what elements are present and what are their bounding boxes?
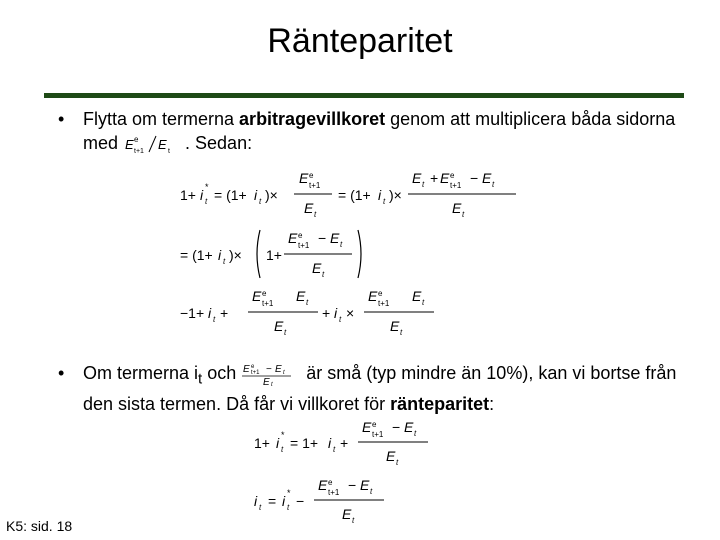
expected-depreciation-formula <box>241 362 301 386</box>
svg-text:E: E <box>158 137 167 153</box>
svg-text:+: + <box>340 435 349 451</box>
svg-text:t: t <box>205 197 208 206</box>
svg-text:t: t <box>422 298 425 307</box>
svg-text:i: i <box>208 305 212 321</box>
svg-text:t: t <box>492 180 495 189</box>
svg-text:E: E <box>125 137 134 153</box>
svg-text:e: e <box>309 171 314 180</box>
svg-text:t: t <box>462 210 465 219</box>
svg-text:)×: )× <box>389 187 402 203</box>
svg-text:= (1+: = (1+ <box>180 247 213 263</box>
svg-text:E: E <box>362 419 372 435</box>
svg-text:= (1+: = (1+ <box>338 187 371 203</box>
svg-text:−1+: −1+ <box>180 305 205 321</box>
svg-text:e: e <box>134 135 139 145</box>
svg-text:E: E <box>360 477 370 493</box>
svg-text:)×: )× <box>229 247 242 263</box>
svg-text:E: E <box>243 364 250 376</box>
bullet1-text-part1: Flytta om termerna <box>83 109 240 129</box>
svg-text:E: E <box>342 506 352 522</box>
svg-text:t: t <box>333 445 336 454</box>
svg-text:t+1: t+1 <box>251 370 260 377</box>
svg-text:t+1: t+1 <box>372 430 384 439</box>
bullet-marker-1: • <box>58 109 65 129</box>
svg-text:i: i <box>328 435 332 451</box>
svg-text:t+1: t+1 <box>134 148 144 156</box>
svg-text:E: E <box>386 448 396 464</box>
derivation-equations <box>172 168 532 348</box>
svg-text:e: e <box>378 289 383 298</box>
svg-text:E: E <box>404 419 414 435</box>
svg-text:t: t <box>322 270 325 279</box>
svg-text:t: t <box>396 458 399 467</box>
title-divider <box>44 93 684 98</box>
interest-parity-equations <box>248 418 448 533</box>
bullet2-text-part4: : <box>489 393 495 414</box>
svg-text:e: e <box>450 171 455 180</box>
svg-text:+: + <box>322 305 331 321</box>
svg-text:E: E <box>296 288 306 304</box>
svg-text:t: t <box>383 197 386 206</box>
svg-text:E: E <box>274 318 284 334</box>
svg-text:i: i <box>282 493 286 509</box>
bullet2-text-part3: är små (typ mindre än 10%), kan vi bortse från den sista termen. Då får vi villkoret för <box>83 363 677 414</box>
svg-text:e: e <box>262 289 267 298</box>
svg-text:E: E <box>482 170 492 186</box>
svg-text:t: t <box>213 315 216 324</box>
svg-text:E: E <box>318 477 328 493</box>
svg-text:E: E <box>299 170 309 186</box>
svg-text:i: i <box>200 187 204 203</box>
svg-text:e: e <box>328 478 333 487</box>
svg-text:E: E <box>440 170 450 186</box>
svg-text:t: t <box>340 240 343 249</box>
bullet2-text-part1: Om termerna i <box>83 363 199 383</box>
svg-text:t: t <box>271 382 273 387</box>
svg-text:−: − <box>296 493 305 509</box>
svg-text:E: E <box>412 288 422 304</box>
svg-text:1+: 1+ <box>180 187 196 203</box>
svg-text:1+: 1+ <box>254 435 270 451</box>
svg-text:E: E <box>304 200 314 216</box>
svg-text:t: t <box>339 315 342 324</box>
svg-text:E: E <box>390 318 400 334</box>
svg-text:t: t <box>259 197 262 206</box>
bullet2-text-part2: och <box>202 363 242 383</box>
svg-text:t: t <box>281 445 284 454</box>
svg-text:=: = <box>268 493 277 509</box>
svg-text:= 1+: = 1+ <box>290 435 319 451</box>
svg-text:E: E <box>252 288 262 304</box>
svg-text:t: t <box>223 257 226 266</box>
bullet-text-2 <box>83 361 703 416</box>
ratio-expected-spot-formula <box>123 132 185 156</box>
svg-text:t: t <box>284 328 287 337</box>
svg-text:e: e <box>298 231 303 240</box>
svg-text:−: − <box>348 477 357 493</box>
svg-text:t: t <box>400 328 403 337</box>
svg-text:t: t <box>422 180 425 189</box>
svg-text:t+1: t+1 <box>328 488 340 497</box>
svg-text:i: i <box>254 187 258 203</box>
svg-text:t: t <box>414 429 417 438</box>
bullet-text-1 <box>83 107 703 156</box>
slide-footer: K5: sid. 18 <box>6 518 73 534</box>
svg-text:1+: 1+ <box>266 247 282 263</box>
svg-text:E: E <box>412 170 422 186</box>
svg-text:+: + <box>220 305 229 321</box>
svg-text:t+1: t+1 <box>298 241 310 250</box>
svg-text:E: E <box>330 230 340 246</box>
svg-text:t: t <box>168 148 170 156</box>
svg-text:i: i <box>378 187 382 203</box>
svg-text:×: × <box>346 305 355 321</box>
svg-text:t: t <box>287 503 290 512</box>
svg-text:*: * <box>205 182 209 192</box>
svg-text:e: e <box>251 364 255 371</box>
svg-text:t+1: t+1 <box>309 181 321 190</box>
svg-text:t: t <box>352 516 355 525</box>
bullet2-bold-term: ränteparitet <box>390 393 490 414</box>
svg-text:−: − <box>318 230 327 246</box>
bullet1-text-part3: . Sedan: <box>185 133 253 153</box>
svg-text:E: E <box>368 288 378 304</box>
slide-title: Ränteparitet <box>267 22 453 60</box>
svg-text:−: − <box>392 419 401 435</box>
svg-text:E: E <box>275 364 282 376</box>
bullet2-subscript: t <box>198 370 203 388</box>
svg-text:i: i <box>218 247 222 263</box>
svg-text:t: t <box>314 210 317 219</box>
svg-text:)×: )× <box>265 187 278 203</box>
svg-text:E: E <box>263 377 270 387</box>
svg-text:+: + <box>430 170 439 186</box>
svg-text:t: t <box>306 298 309 307</box>
svg-text:t+1: t+1 <box>450 181 462 190</box>
svg-text:i: i <box>276 435 280 451</box>
svg-text:E: E <box>452 200 462 216</box>
svg-text:E: E <box>288 230 298 246</box>
bullet-marker-2: • <box>58 363 65 383</box>
svg-text:i: i <box>254 493 258 509</box>
svg-text:t: t <box>283 370 285 377</box>
bullet1-text-part2: genom att multiplicera båda sidorna med <box>83 109 676 153</box>
svg-text:E: E <box>312 260 322 276</box>
svg-text:−: − <box>470 170 479 186</box>
svg-text:e: e <box>372 420 377 429</box>
svg-text:= (1+: = (1+ <box>214 187 247 203</box>
svg-text:*: * <box>281 430 285 440</box>
svg-text:t+1: t+1 <box>262 299 274 308</box>
svg-text:*: * <box>287 488 291 498</box>
svg-text:t+1: t+1 <box>378 299 390 308</box>
svg-text:t: t <box>370 487 373 496</box>
svg-text:−: − <box>266 364 273 376</box>
svg-text:i: i <box>334 305 338 321</box>
bullet1-bold-term: arbitragevillkoret <box>239 109 386 129</box>
svg-text:t: t <box>259 503 262 512</box>
